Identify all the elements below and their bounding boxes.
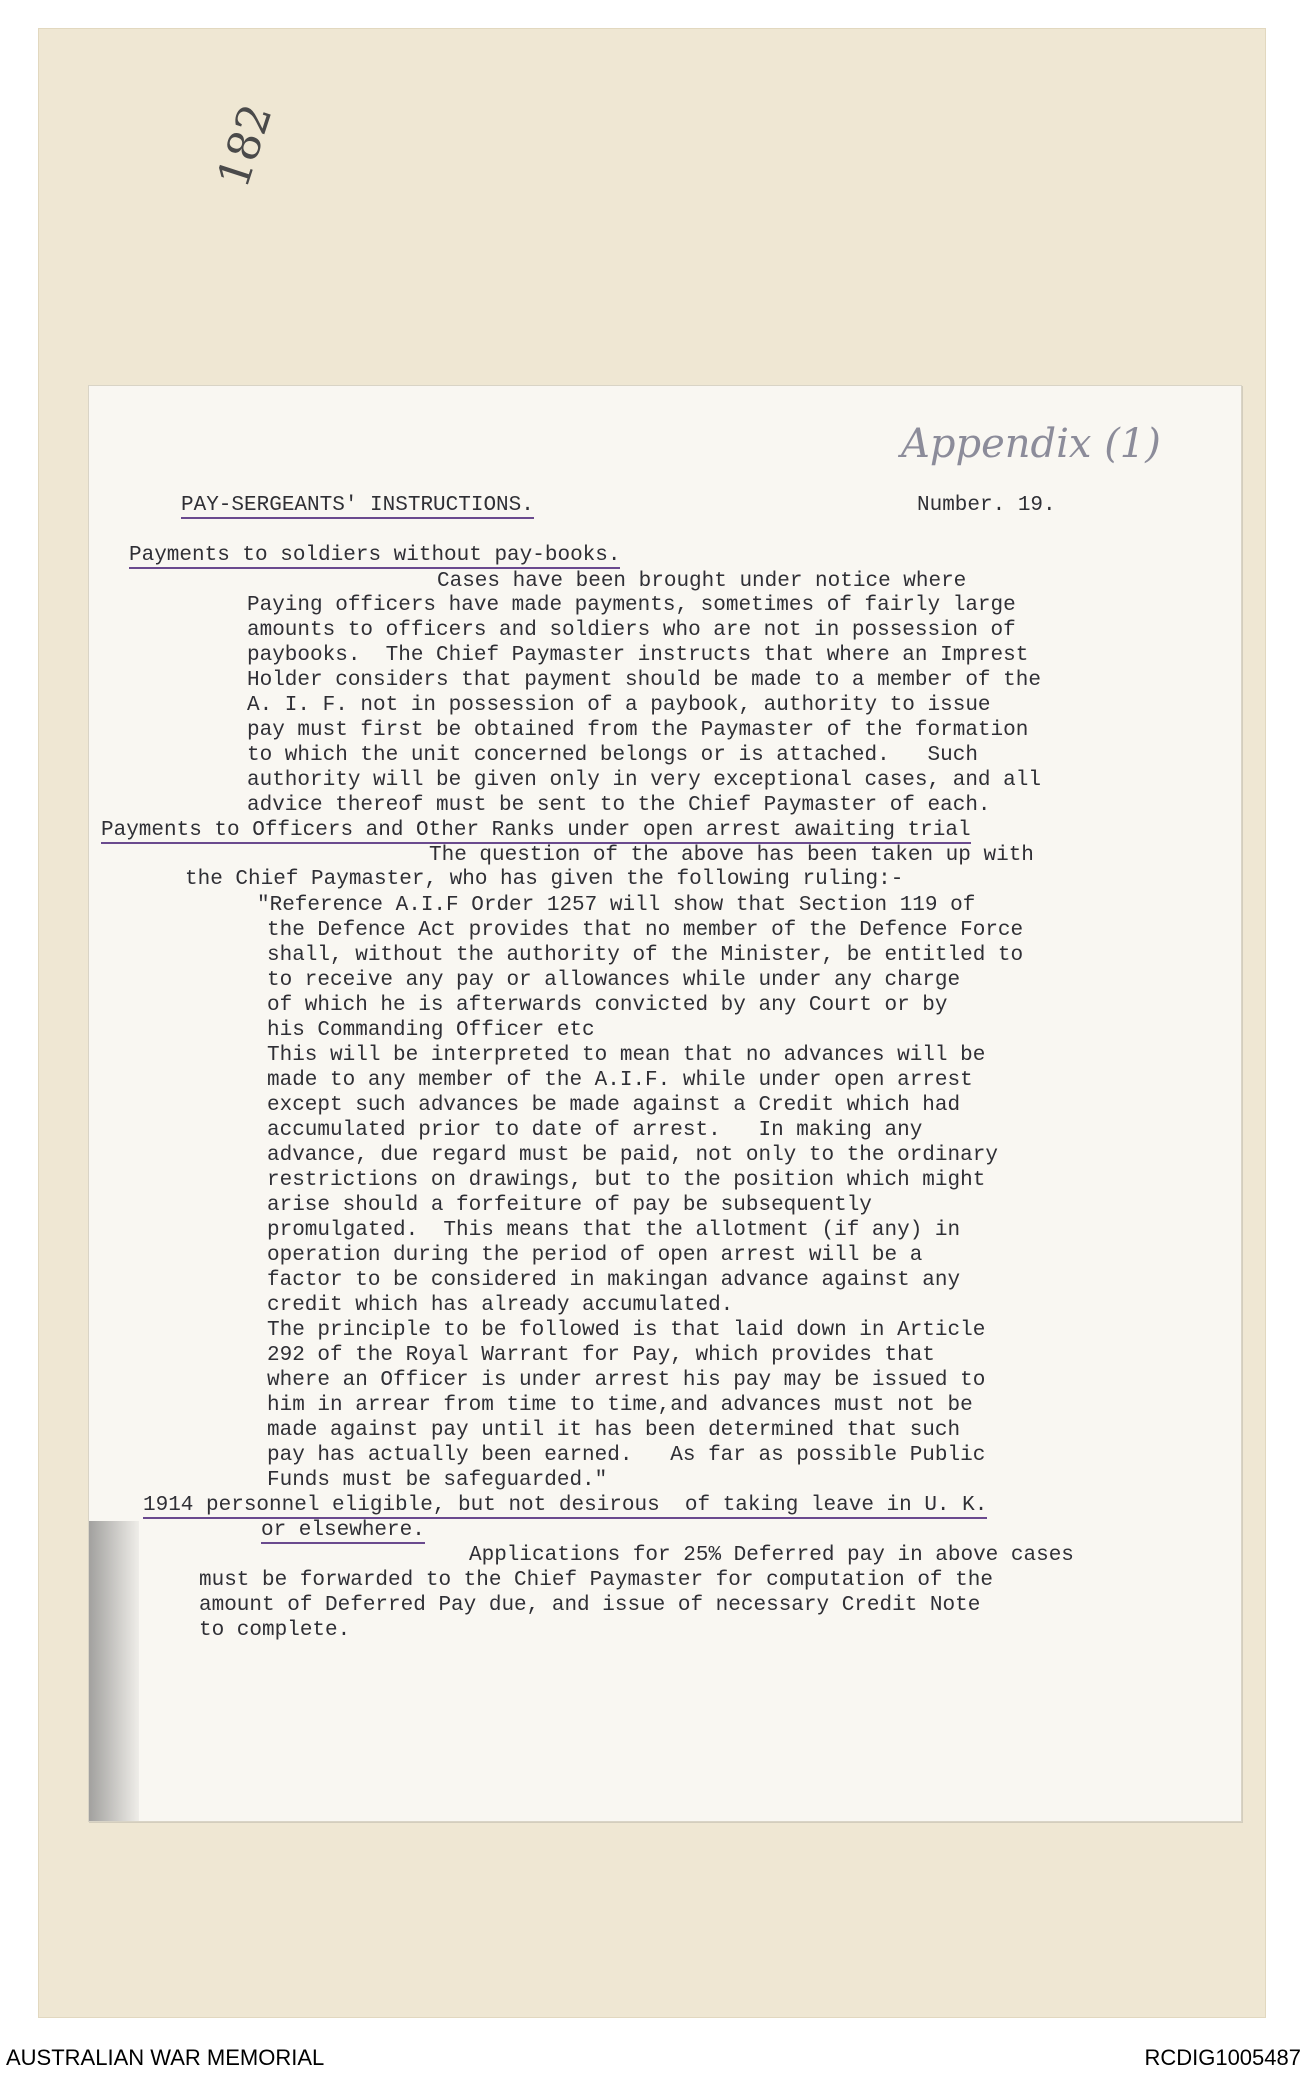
s2-line: This will be interpreted to mean that no advances will be xyxy=(267,1044,986,1067)
s1-line: A. I. F. not in possession of a paybook, authority to issue xyxy=(247,694,991,717)
s1-line: to which the unit concerned belongs or is attached. Such xyxy=(247,744,978,767)
handwritten-annotation: Appendix (1) xyxy=(901,421,1161,467)
sheet-stain xyxy=(89,1521,139,1821)
s2-line: the Defence Act provides that no member of the Defence Force xyxy=(267,919,1024,942)
s2-line: promulgated. This means that the allotment (if any) in xyxy=(267,1219,961,1242)
s2-line: restrictions on drawings, but to the position which might xyxy=(267,1169,986,1192)
s3-line: amount of Deferred Pay due, and issue of necessary Credit Note xyxy=(199,1594,981,1617)
s2-line: advance, due regard must be paid, not only to the ordinary xyxy=(267,1144,998,1167)
s3-line: to complete. xyxy=(199,1619,351,1642)
s2-line: The question of the above has been taken up with xyxy=(429,844,1034,867)
s3-line: must be forwarded to the Chief Paymaster for computation of the xyxy=(199,1569,993,1592)
s1-line: Holder considers that payment should be made to a member of the xyxy=(247,669,1041,692)
section-heading-2: Payments to Officers and Other Ranks under open arrest awaiting trial xyxy=(101,819,971,842)
archive-name: AUSTRALIAN WAR MEMORIAL xyxy=(6,2045,325,2070)
archive-id: RCDIG1005487 xyxy=(1144,2045,1301,2070)
s1-line: amounts to officers and soldiers who are not in possession of xyxy=(247,619,1016,642)
s1-line: Paying officers have made payments, sometimes of fairly large xyxy=(247,594,1016,617)
s2-line: accumulated prior to date of arrest. In making any xyxy=(267,1119,923,1142)
page-number: 182 xyxy=(208,98,283,194)
s2-line: factor to be considered in makingan advance against any xyxy=(267,1269,961,1292)
s2-line: to receive any pay or allowances while under any charge xyxy=(267,969,961,992)
s2-line: of which he is afterwards convicted by any Court or by xyxy=(267,994,948,1017)
s1-line: advice thereof must be sent to the Chief Paymaster of each. xyxy=(247,794,991,817)
document-number: Number. 19. xyxy=(917,494,1056,517)
section-heading-3-cont: or elsewhere. xyxy=(261,1519,425,1542)
s2-line: "Reference A.I.F Order 1257 will show that Section 119 of xyxy=(257,894,976,917)
s1-line: authority will be given only in very exceptional cases, and all xyxy=(247,769,1041,792)
s2-line: pay has actually been earned. As far as possible Public xyxy=(267,1444,986,1467)
s2-line: 292 of the Royal Warrant for Pay, which provides that xyxy=(267,1344,935,1367)
s2-line: credit which has already accumulated. xyxy=(267,1294,734,1317)
s2-line: his Commanding Officer etc xyxy=(267,1019,595,1042)
s2-line: operation during the period of open arrest will be a xyxy=(267,1244,923,1267)
archive-footer xyxy=(0,2035,1311,2082)
s2-line: made against pay until it has been determined that such xyxy=(267,1419,961,1442)
section-heading-1: Payments to soldiers without pay-books. xyxy=(129,544,621,567)
s2-line: The principle to be followed is that laid down in Article xyxy=(267,1319,986,1342)
s2-line: him in arrear from time to time,and advances must not be xyxy=(267,1394,973,1417)
s1-line: paybooks. The Chief Paymaster instructs that where an Imprest xyxy=(247,644,1029,667)
s1-line: Cases have been brought under notice where xyxy=(437,570,967,593)
s2-line: the Chief Paymaster, who has given the following ruling:- xyxy=(185,868,904,891)
s2-line: where an Officer is under arrest his pay may be issued to xyxy=(267,1369,986,1392)
s2-line: except such advances be made against a Credit which had xyxy=(267,1094,961,1117)
s2-line: arise should a forfeiture of pay be subsequently xyxy=(267,1194,872,1217)
s1-line: pay must first be obtained from the Paymaster of the formation xyxy=(247,719,1029,742)
section-heading-3: 1914 personnel eligible, but not desirous of taking leave in U. K. xyxy=(143,1494,988,1517)
s2-line: Funds must be safeguarded." xyxy=(267,1469,608,1492)
s2-line: shall, without the authority of the Minister, be entitled to xyxy=(267,944,1024,967)
s2-line: made to any member of the A.I.F. while under open arrest xyxy=(267,1069,973,1092)
document-title: PAY-SERGEANTS' INSTRUCTIONS. xyxy=(181,494,534,517)
s3-line: Applications for 25% Deferred pay in above cases xyxy=(469,1544,1074,1567)
typed-sheet xyxy=(88,385,1242,1822)
